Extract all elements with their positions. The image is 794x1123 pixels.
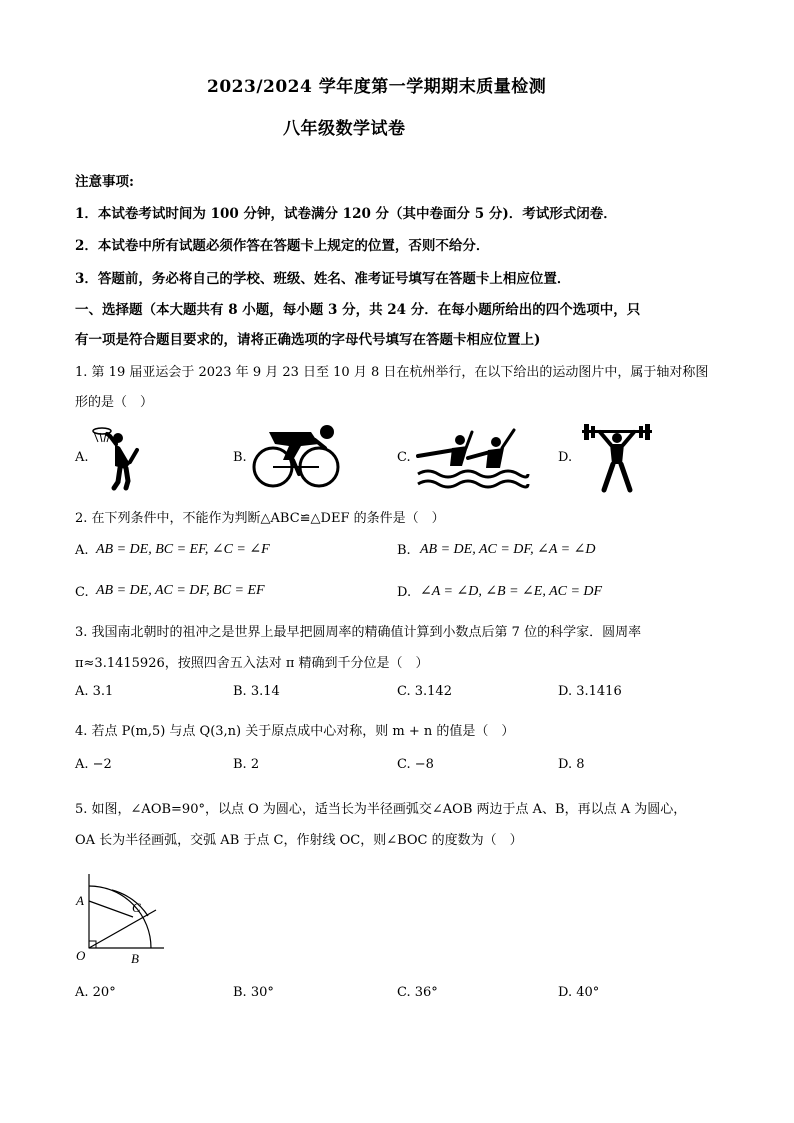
- q2-option-d-text: ∠A = ∠D, ∠B = ∠E, AC = DF: [420, 584, 603, 599]
- q3-stem-line2: π≈3.1415926，按照四舍五入法对 π 精确到千分位是（ ）: [75, 656, 429, 671]
- page-subtitle: 八年级数学试卷: [283, 119, 406, 139]
- q2-stem: 2. 在下列条件中，不能作为判断△ABC≌△DEF 的条件是（ ）: [75, 511, 445, 526]
- note-item-3: 3．答题前，务必将自己的学校、班级、姓名、准考证号填写在答题卡上相应位置．: [75, 271, 571, 287]
- q1-option-b-label: B.: [233, 450, 247, 465]
- section-heading-line2: 有一项是符合题目要求的，请将正确选项的字母代号填写在答题卡相应位置上): [75, 332, 541, 348]
- q3-option-b: B. 3.14: [233, 684, 280, 699]
- figure-label-b: B: [131, 951, 139, 966]
- q1-stem-line2: 形的是（ ）: [75, 395, 154, 410]
- q4-option-b: B. 2: [233, 757, 260, 772]
- q3-option-a: A. 3.1: [75, 684, 114, 699]
- figure-label-a: A: [76, 893, 84, 908]
- q4-stem: 4. 若点 P(m,5) 与点 Q(3,n) 关于原点成中心对称，则 m + n 的值是（ ）: [75, 724, 515, 739]
- q5-option-b: B. 30°: [233, 985, 274, 1000]
- note-item-2: 2．本试卷中所有试题必须作答在答题卡上规定的位置，否则不给分．: [75, 238, 490, 254]
- q1-option-c-label: C.: [397, 450, 411, 465]
- q4-option-d: D. 8: [558, 757, 585, 772]
- note-item-1: 1．本试卷考试时间为 100 分钟，试卷满分 120 分（其中卷面分 5 分)．考试形式闭卷．: [75, 206, 617, 222]
- q5-option-c: C. 36°: [397, 985, 438, 1000]
- q1-option-d-label: D.: [558, 450, 573, 465]
- synchronized-swimming-icon: [416, 426, 530, 490]
- q4-option-c: C. −8: [397, 757, 434, 772]
- angle-figure: [72, 872, 172, 968]
- q2-option-b-letter: B.: [397, 543, 411, 558]
- q5-stem-line2: OA 长为半径画弧，交弧 AB 于点 C，作射线 OC，则∠BOC 的度数为（ ）: [75, 833, 523, 848]
- figure-label-c: C: [132, 900, 141, 915]
- q5-option-a: A. 20°: [75, 985, 116, 1000]
- q2-option-c-text: AB = DE, AC = DF, BC = EF: [96, 583, 265, 598]
- q4-option-a: A. −2: [75, 757, 112, 772]
- q2-option-b-text: AB = DE, AC = DF, ∠A = ∠D: [420, 542, 596, 557]
- basketball-icon: [90, 424, 142, 490]
- page-title: 2023/2024 学年度第一学期期末质量检测: [207, 77, 547, 97]
- q2-option-a-text: AB = DE, BC = EF, ∠C = ∠F: [96, 542, 270, 557]
- q3-option-d: D. 3.1416: [558, 684, 622, 699]
- notes-heading: 注意事项:: [75, 174, 134, 190]
- figure-label-o: O: [76, 948, 86, 963]
- q5-stem-line1: 5. 如图，∠AOB=90°，以点 O 为圆心，适当长为半径画弧交∠AOB 两边于点 A、B，再以点 A 为圆心，: [75, 802, 687, 817]
- q2-option-d-letter: D.: [397, 585, 412, 600]
- q2-option-c-letter: C.: [75, 585, 89, 600]
- q1-option-a-label: A.: [75, 450, 89, 465]
- section-heading-line1: 一、选择题（本大题共有 8 小题，每小题 3 分，共 24 分．在每小题所给出的四个选项中，只: [75, 302, 641, 318]
- q3-stem-line1: 3. 我国南北朝时的祖冲之是世界上最早把圆周率的精确值计算到小数点后第 7 位的科学家．圆周率: [75, 625, 642, 640]
- q5-option-d: D. 40°: [558, 985, 600, 1000]
- q2-option-a-letter: A.: [75, 543, 89, 558]
- cycling-icon: [253, 424, 343, 490]
- q3-option-c: C. 3.142: [397, 684, 452, 699]
- weightlifting-icon: [580, 424, 654, 492]
- q1-stem-line1: 1. 第 19 届亚运会于 2023 年 9 月 23 日至 10 月 8 日在杭州举行，在以下给出的运动图片中，属于轴对称图: [75, 365, 709, 380]
